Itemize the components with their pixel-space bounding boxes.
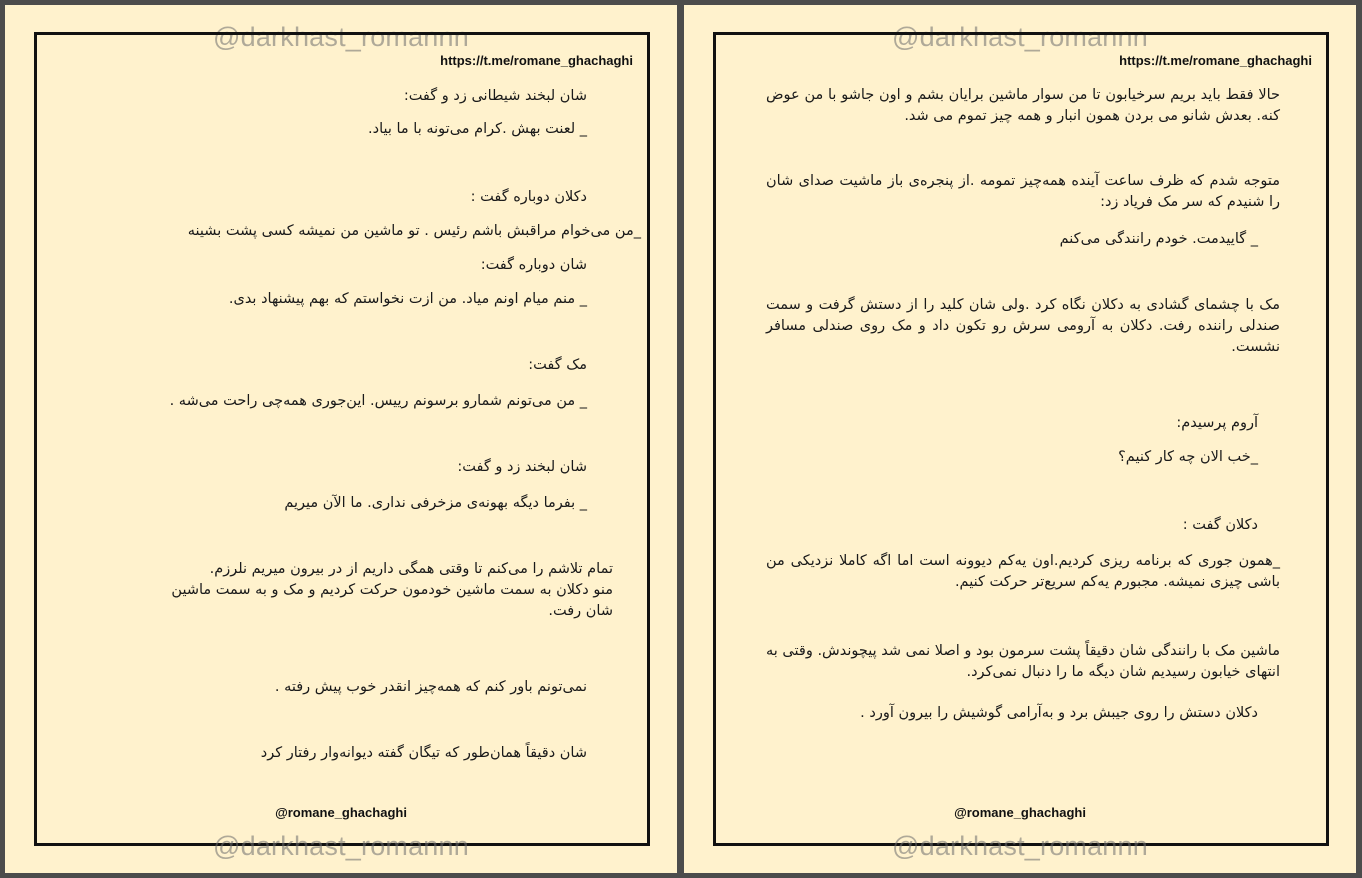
text-line: آروم پرسیدم:	[1176, 415, 1258, 431]
page-frame	[713, 32, 1329, 846]
text-line: دکلان دوباره گفت :	[470, 189, 587, 205]
text-line: تمام تلاشم را می‌کنم تا وقتی همگی داریم از در بیرون میریم نلرزم.	[209, 561, 613, 577]
text-line: _ بفرما دیگه بهونه‌ی مزخرفی نداری. ما الآن میریم	[284, 495, 587, 511]
text-paragraph: _همون جوری که برنامه ریزی کردیم.اون یه‌کم دیوونه است اما اگه کاملا نزدیکی من باشی چیزی نمیشه. مجبورم یه‌کم سریع‌تر حرکت کنیم.	[766, 553, 1280, 590]
text-line: دکلان دستش را روی جیبش برد و به‌آرامی گوشیش را بیرون آورد .	[860, 705, 1258, 721]
telegram-link[interactable]: https://t.me/romane_ghachaghi	[440, 53, 633, 68]
watermark-bottom: @darkhast_romannn	[213, 831, 469, 861]
telegram-link[interactable]: https://t.me/romane_ghachaghi	[1119, 53, 1312, 68]
text-line: _ منم میام اونم میاد. من ازت نخواستم که بهم پیشنهاد بدی.	[228, 291, 587, 307]
watermark-bottom: @darkhast_romannn	[892, 831, 1148, 861]
text-line: _ لعنت بهش .کرام می‌تونه با ما بیاد.	[368, 121, 587, 137]
text-line: _من می‌خوام مراقبش باشم رئیس . تو ماشین من نمیشه کسی پشت بشینه	[187, 223, 641, 239]
text-paragraph: ماشین مک با رانندگی شان دقیقاً پشت سرمون بود و اصلا نمی شد پیچوندش. وقتی به انتهای خیابون رسیدیم شان دیگه ما را دنبال نمی‌کرد.	[766, 643, 1280, 680]
watermark-top: @darkhast_romannn	[892, 22, 1148, 52]
text-line: شان دقیقاً همان‌طور که تیگان گفته دیوانه‌وار رفتار کرد	[260, 745, 587, 761]
page-footer: @romane_ghachaghi	[954, 805, 1086, 820]
text-line: _خب الان چه کار کنیم؟	[1118, 449, 1258, 465]
text-line: _ گاییدمت. خودم رانندگی می‌کنم	[1059, 231, 1258, 247]
text-line: منو دکلان به سمت ماشین خودمون حرکت کردیم و مک و به سمت ماشین	[171, 582, 613, 598]
text-line: شان لبخند زد و گفت:	[457, 459, 587, 475]
text-paragraph: مک با چشمای گشادی به دکلان نگاه کرد .ولی شان کلید را از دستش گرفت و سمت صندلی راننده رفت. دکلان به آرومی سرش رو تکون داد و مک روی صندلی مسافر نشست.	[766, 297, 1280, 355]
page-left	[5, 5, 677, 873]
watermark-top: @darkhast_romannn	[213, 22, 469, 52]
text-line: شان لبخند شیطانی زد و گفت:	[403, 88, 587, 104]
page-footer: @romane_ghachaghi	[275, 805, 407, 820]
page-right	[684, 5, 1356, 873]
text-line: نمی‌تونم باور کنم که همه‌چیز انقدر خوب پیش رفته .	[274, 679, 587, 695]
text-paragraph: حالا فقط باید بریم سرخیابون تا من سوار ماشین برایان بشم و اون جاشو با من عوض کنه. بعدش شانو می بردن همون انبار و همه چیز تموم می شد.	[766, 87, 1280, 124]
text-line: شان رفت.	[548, 603, 613, 619]
text-line: _ من می‌تونم شمارو برسونم رییس. این‌جوری همه‌چی راحت می‌شه .	[169, 393, 587, 409]
page-frame	[34, 32, 650, 846]
text-line: شان دوباره گفت:	[480, 257, 587, 273]
text-line: دکلان گفت :	[1182, 517, 1258, 533]
text-paragraph: متوجه شدم که ظرف ساعت آینده همه‌چیز تمومه .از پنجره‌ی باز ماشیت صدای شان را شنیدم که سر مک فریاد زد:	[766, 173, 1280, 210]
text-line: مک گفت:	[528, 357, 587, 373]
